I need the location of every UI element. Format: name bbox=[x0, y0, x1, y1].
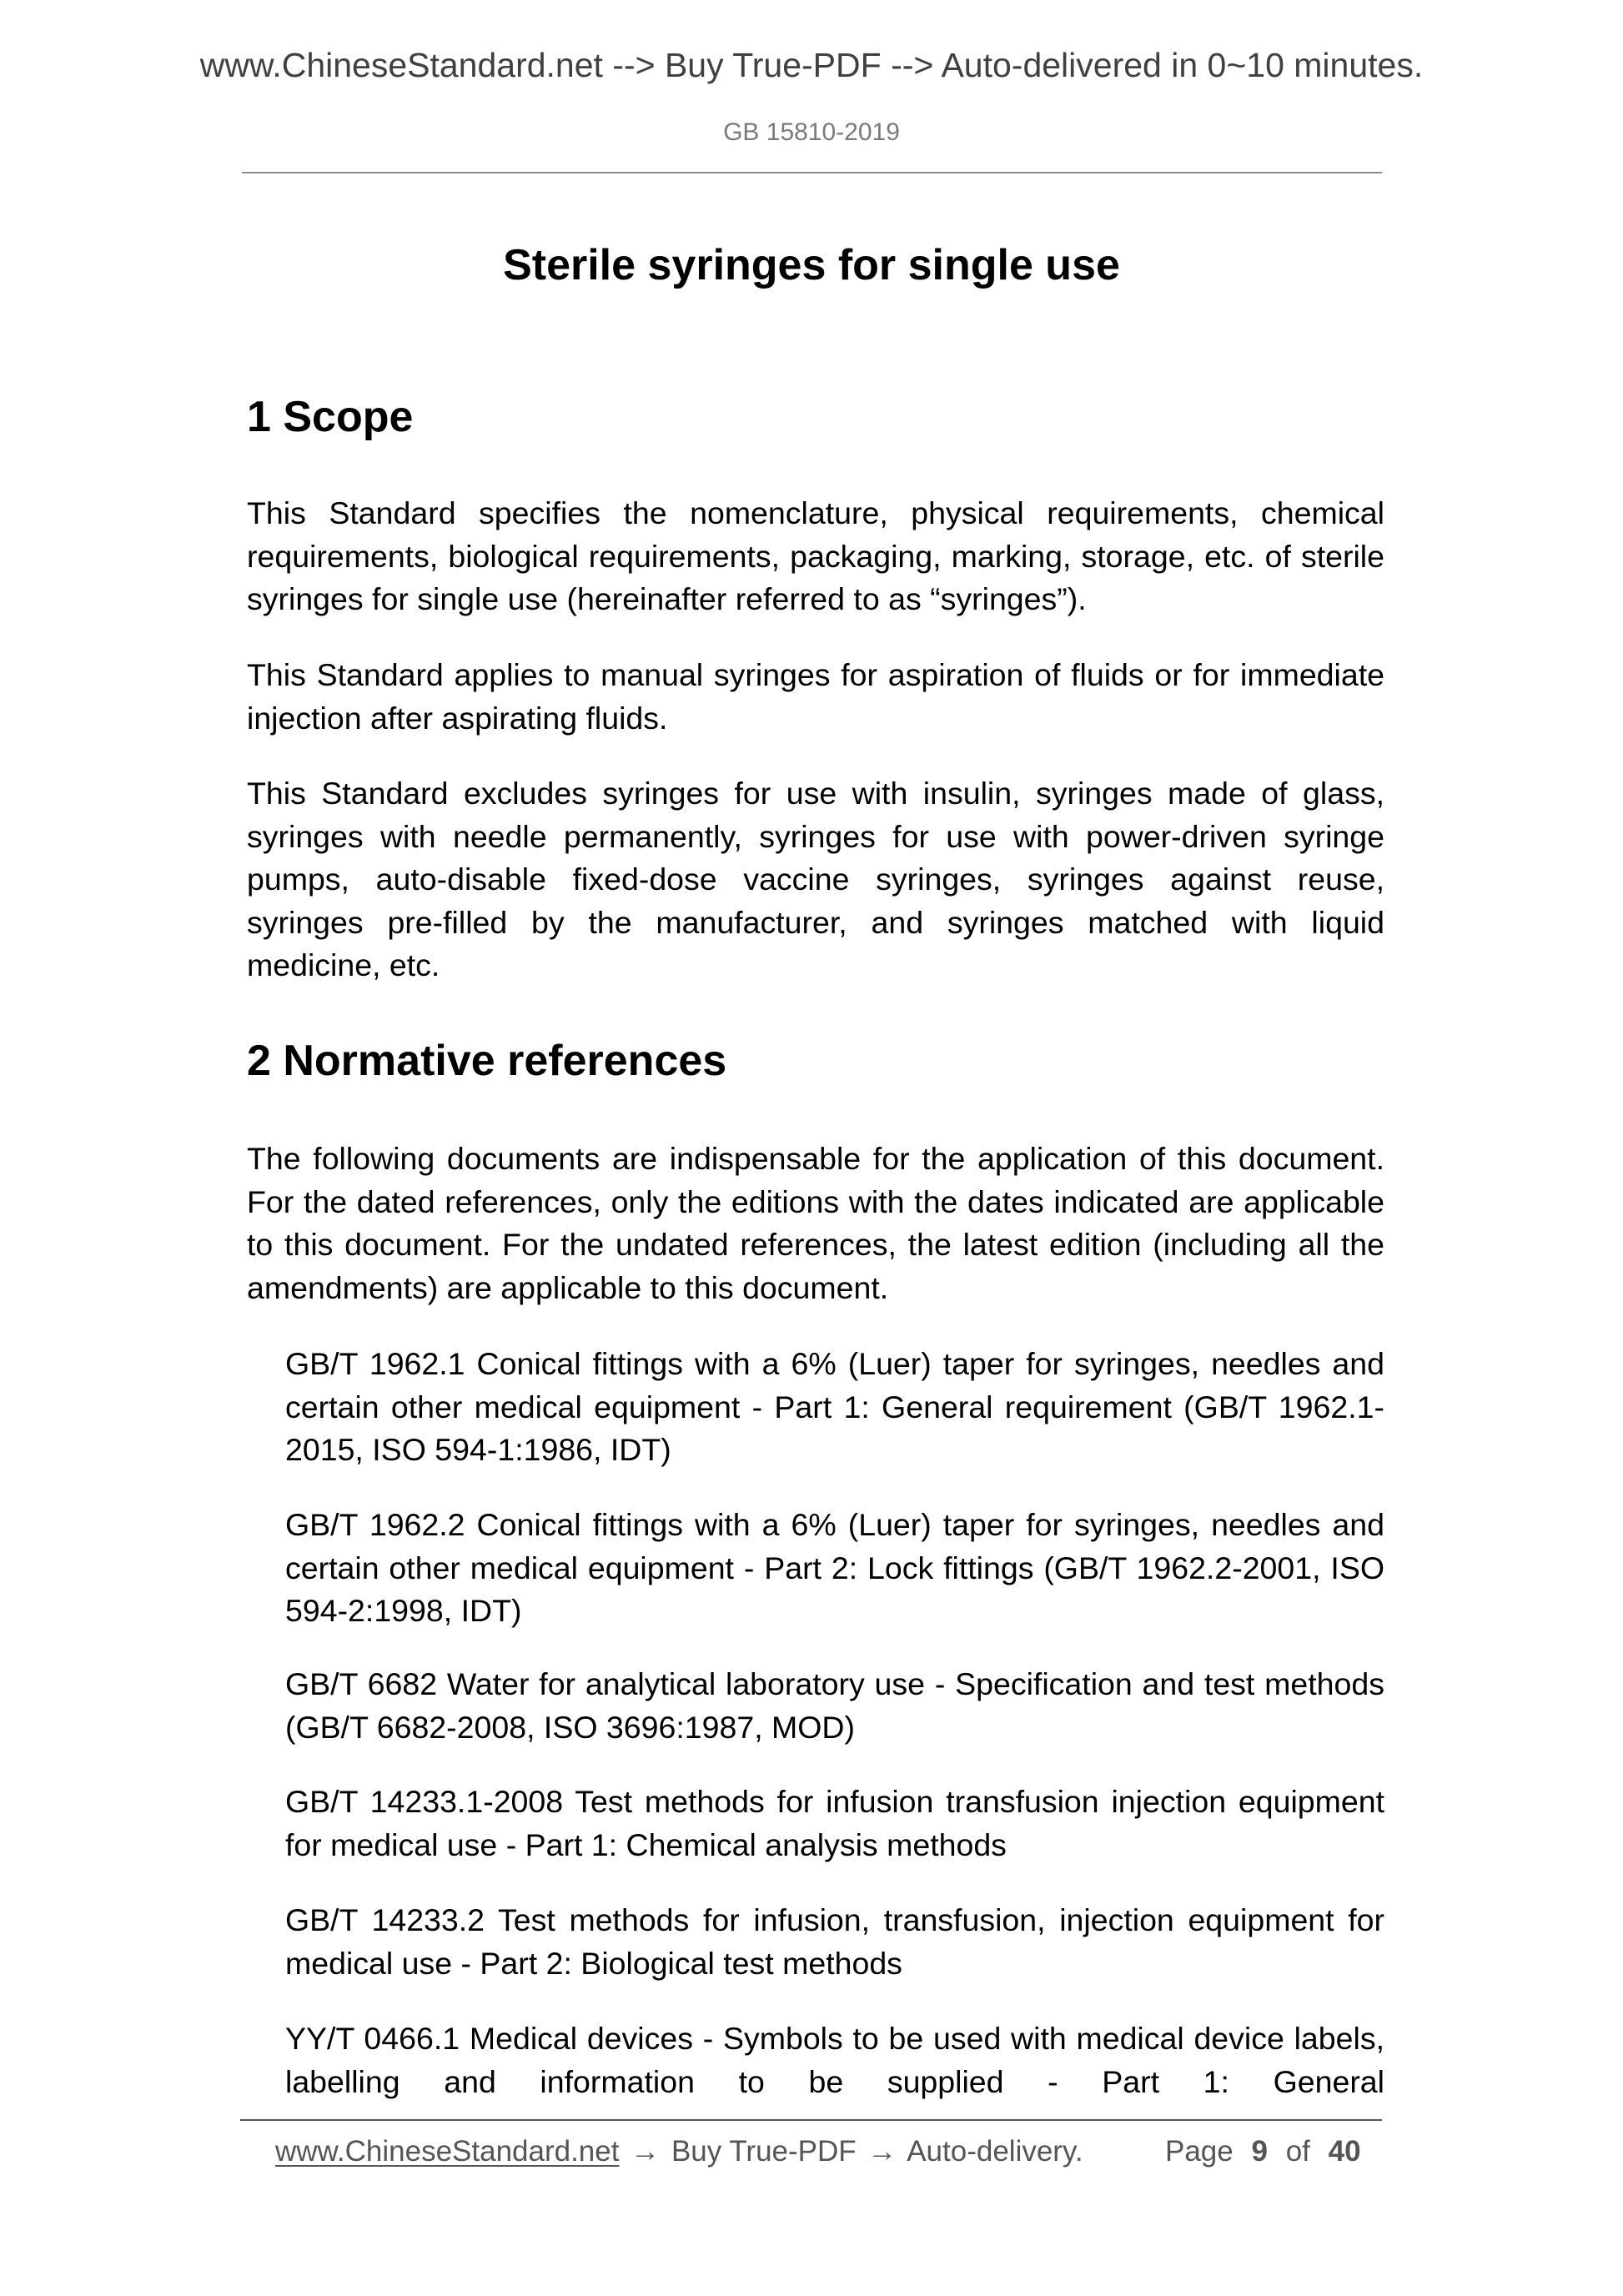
scope-paragraph: This Standard applies to manual syringes for aspiration of fluids or for immediate injection after aspirating fluids. bbox=[247, 657, 1384, 736]
reference-item: GB/T 14233.1-2008 Test methods for infusion transfusion injection equipment for medical use - Part 1: Chemical analysis methods bbox=[285, 1784, 1384, 1862]
page-current: 9 bbox=[1251, 2135, 1268, 2168]
scope-paragraph: This Standard specifies the nomenclature, physical requirements, chemical requirements, biological requirements, packaging, marking, storage, etc. of sterile syringes for single use (hereinafter referred to as “syringes”). bbox=[247, 495, 1384, 616]
footer-delivery-label: Auto-delivery. bbox=[907, 2135, 1083, 2168]
header-divider bbox=[242, 172, 1382, 173]
arrow-right-icon: → bbox=[867, 2135, 897, 2168]
reference-item: GB/T 1962.1 Conical fittings with a 6% (Luer) taper for syringes, needles and certain other medical equipment - Part 1: General requirement (GB/T 1962.1-2015, ISO 594-1:1986, IDT) bbox=[285, 1346, 1384, 1467]
page-indicator bbox=[1165, 2133, 1361, 2171]
section-heading-scope: 1 Scope bbox=[247, 393, 414, 441]
footer-buy-label: Buy True-PDF bbox=[671, 2135, 857, 2168]
footer-divider bbox=[240, 2119, 1382, 2121]
reference-item: YY/T 0466.1 Medical devices - Symbols to be used with medical device labels, labelling and information to be supplied - Part 1: General bbox=[285, 2021, 1384, 2099]
top-banner: www.ChineseStandard.net --> Buy True-PDF --> Auto-delivered in 0~10 minutes. bbox=[199, 46, 1424, 84]
arrow-right-icon: → bbox=[631, 2135, 661, 2168]
footer-site-link[interactable]: www.ChineseStandard.net bbox=[275, 2135, 620, 2168]
reference-item: GB/T 1962.2 Conical fittings with a 6% (Luer) taper for syringes, needles and certain other medical equipment - Part 2: Lock fittings (GB/T 1962.2-2001, ISO 594-2:1998, IDT) bbox=[285, 1507, 1384, 1628]
reference-item: GB/T 14233.2 Test methods for infusion, transfusion, injection equipment for medical use - Part 2: Biological test methods bbox=[285, 1902, 1384, 1981]
section-heading-normative-references: 2 Normative references bbox=[247, 1037, 727, 1085]
standard-code: GB 15810-2019 bbox=[723, 118, 900, 146]
reference-item: GB/T 6682 Water for analytical laboratory use - Specification and test methods (GB/T 6682-2008, ISO 3696:1987, MOD) bbox=[285, 1666, 1384, 1745]
scope-paragraph: This Standard excludes syringes for use with insulin, syringes made of glass, syringes with needle permanently, syringes for use with power-driven syringe pumps, auto-disable fixed-dose vaccine syringes, syringes against reuse, syringes pre-filled by the manufacturer, and syringes matched with liquid medicine, etc. bbox=[247, 776, 1384, 982]
document-title: Sterile syringes for single use bbox=[503, 241, 1120, 289]
page-total: 40 bbox=[1328, 2135, 1361, 2168]
page-of-label: of bbox=[1285, 2135, 1310, 2168]
normative-references-intro: The following documents are indispensable for the application of this document. For the dated references, only the editions with the dates indicated are applicable to this document. For the undated references, the latest edition (including all the amendments) are applicable to this document. bbox=[247, 1141, 1384, 1305]
page-label: Page bbox=[1165, 2135, 1234, 2168]
